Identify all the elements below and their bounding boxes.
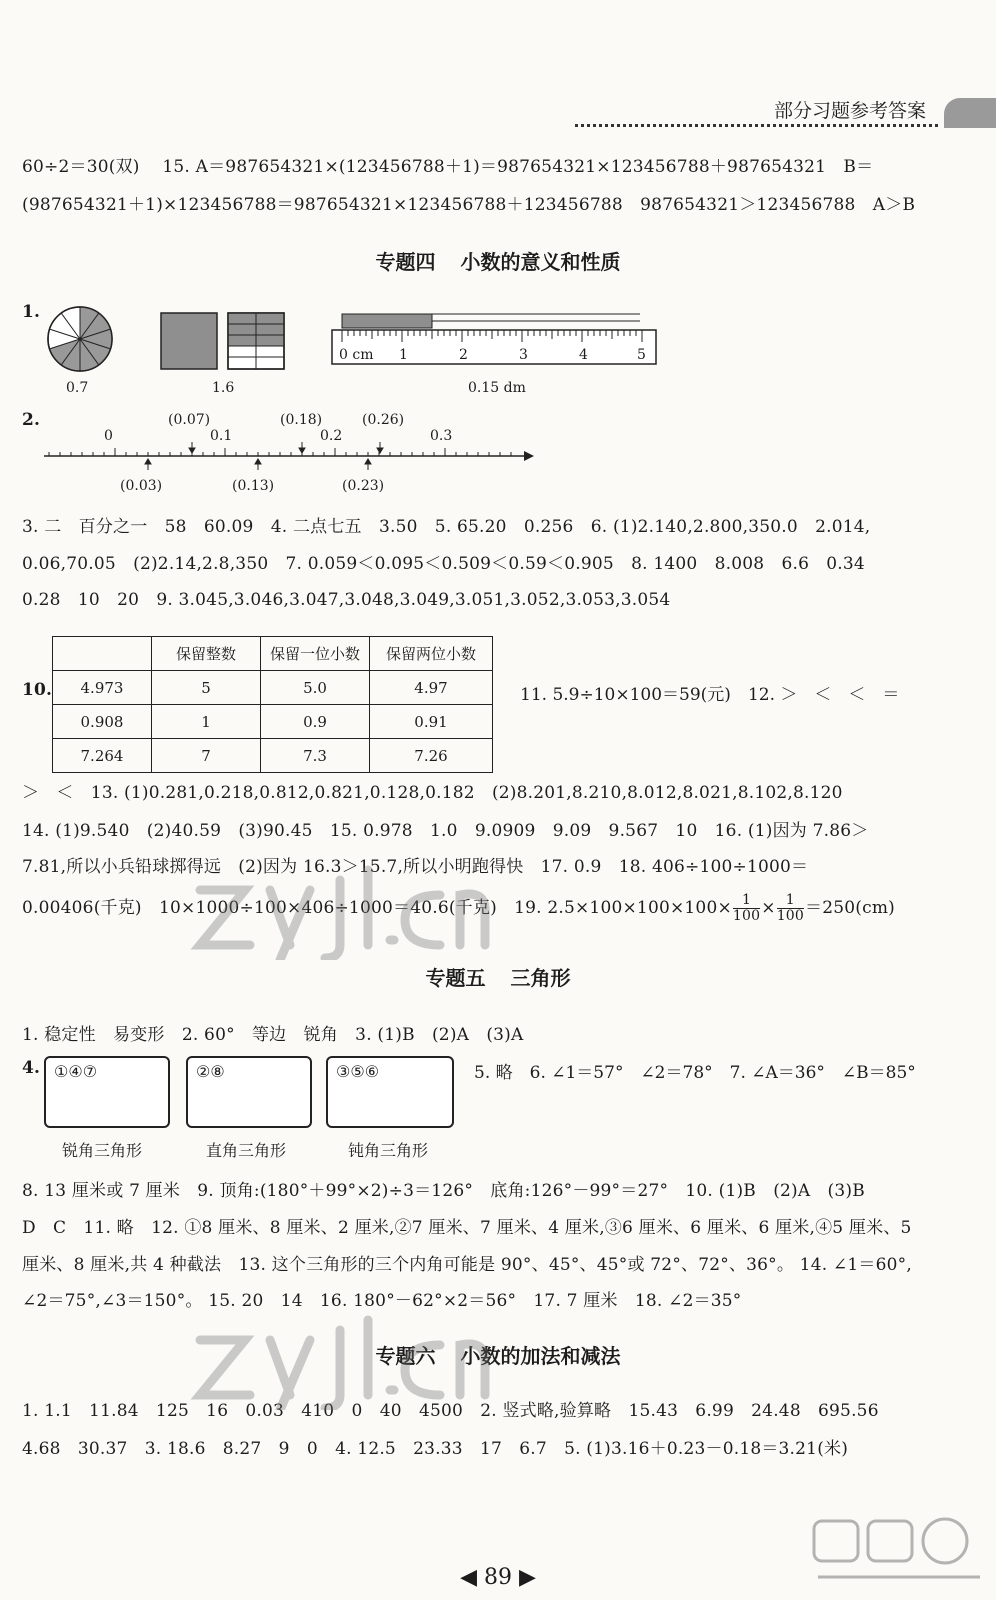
text-line: 1. 稳定性 易变形 2. 60° 等边 锐角 3. (1)B (2)A (3)A bbox=[22, 1025, 524, 1045]
header-tab-decoration bbox=[944, 98, 996, 128]
number-line-label: 0.3 bbox=[430, 428, 453, 444]
text-line: 0.28 10 20 9. 3.045,3.046,3.047,3.048,3.049,3.051,3.052,3.053,3.054 bbox=[22, 590, 671, 610]
fraction-denominator: 100 bbox=[732, 908, 761, 924]
table-header-row bbox=[53, 637, 493, 671]
text-line: D C 11. 略 12. ①8 厘米、8 厘米、2 厘米,②7 厘米、7 厘米、4 厘米,③6 厘米、6 厘米、6 厘米,④5 厘米、5 bbox=[22, 1218, 912, 1238]
table-cell: 7 bbox=[152, 739, 261, 773]
box-label: 钝角三角形 bbox=[348, 1141, 429, 1160]
number-line-label: (0.13) bbox=[232, 478, 275, 494]
fraction-numerator: 1 bbox=[777, 893, 804, 909]
table-cell: 4.97 bbox=[370, 671, 493, 705]
ruler-tick-label: 1 bbox=[399, 347, 408, 363]
table-cell: 0.91 bbox=[370, 705, 493, 739]
ruler-tick-label: 3 bbox=[519, 347, 528, 363]
category-box bbox=[44, 1056, 170, 1128]
table-cell: 7.3 bbox=[261, 739, 370, 773]
figure-label: 1.6 bbox=[212, 380, 235, 396]
section-title: 专题六 小数的加法和减法 bbox=[375, 1344, 621, 1368]
fraction-denominator: 100 bbox=[776, 908, 805, 924]
box-content: ①④⑦ bbox=[54, 1062, 98, 1081]
table-cell: 1 bbox=[152, 705, 261, 739]
figure-label: 0.7 bbox=[66, 380, 89, 396]
number-line-label: (0.23) bbox=[342, 478, 385, 494]
box-content: ③⑤⑥ bbox=[336, 1062, 380, 1081]
number-line-label: (0.18) bbox=[280, 412, 323, 428]
number-line-label: 0.2 bbox=[320, 428, 343, 444]
ruler-tick-label: 0 cm bbox=[339, 347, 374, 363]
text-line: 0.06,70.05 (2)2.14,2.8,350 7. 0.059＜0.095＜0.509＜0.59＜0.905 8. 1400 8.008 6.6 0.34 bbox=[22, 554, 865, 574]
text-line: 8. 13 厘米或 7 厘米 9. 顶角:(180°＋99°×2)÷3＝126° 底角:126°－99°＝27° 10. (1)B (2)A (3)B bbox=[22, 1181, 865, 1201]
text-line: ＞ ＜ 13. (1)0.281,0.218,0.812,0.821,0.128,0.182 (2)8.201,8.210,8.012,8.021,8.102,8.120 bbox=[22, 783, 843, 803]
ruler-tick-label: 4 bbox=[579, 347, 588, 363]
fraction bbox=[777, 893, 804, 924]
formula-text: 0.00406(千克) 10×1000÷100×406÷1000＝40.6(千克) 19. 2.5×100×100×100× bbox=[22, 898, 732, 918]
text-line: 厘米、8 厘米,共 4 种截法 13. 这个三角形的三个内角可能是 90°、45°、45°或 72°、72°、36°。 14. ∠1＝60°, bbox=[22, 1255, 912, 1275]
rounding-table bbox=[52, 636, 493, 773]
number-line-label: (0.03) bbox=[120, 478, 163, 494]
table-cell: 7.26 bbox=[370, 739, 493, 773]
table-cell: 4.973 bbox=[53, 671, 152, 705]
table-cell: 0.908 bbox=[53, 705, 152, 739]
text-line: 3. 二 百分之一 58 60.09 4. 二点七五 3.50 5. 65.20 0.256 6. (1)2.140,2.800,350.0 2.014, bbox=[22, 517, 871, 537]
ruler-tick-label: 5 bbox=[637, 347, 646, 363]
squares-figure bbox=[160, 312, 290, 374]
ruler-figure bbox=[330, 312, 660, 368]
table-row bbox=[53, 705, 493, 739]
table-header-cell: 保留一位小数 bbox=[261, 637, 370, 671]
number-line-label: (0.26) bbox=[362, 412, 405, 428]
ruler-tick-label: 2 bbox=[459, 347, 468, 363]
table-header-cell: 保留整数 bbox=[152, 637, 261, 671]
header-divider bbox=[575, 124, 938, 127]
question-number: 1. bbox=[22, 302, 41, 322]
table-header-cell: 保留两位小数 bbox=[370, 637, 493, 671]
box-label: 直角三角形 bbox=[206, 1141, 287, 1160]
formula-text: ＝250(cm) bbox=[805, 898, 895, 918]
table-cell: 5 bbox=[152, 671, 261, 705]
text-line: 11. 5.9÷10×100＝59(元) 12. ＞ ＜ ＜ ＝ bbox=[520, 685, 900, 705]
table-cell: 5.0 bbox=[261, 671, 370, 705]
table-row bbox=[53, 739, 493, 773]
corner-watermark bbox=[810, 1515, 990, 1595]
times-sign: × bbox=[761, 898, 776, 918]
fraction bbox=[733, 893, 760, 924]
number-line-label: (0.07) bbox=[168, 412, 211, 428]
number-line-label: 0.1 bbox=[210, 428, 233, 444]
table-cell: 7.264 bbox=[53, 739, 152, 773]
text-line: 14. (1)9.540 (2)40.59 (3)90.45 15. 0.978 1.0 9.0909 9.09 9.567 10 16. (1)因为 7.86＞ bbox=[22, 821, 869, 841]
text-line: ∠2＝75°,∠3＝150°。 15. 20 14 16. 180°－62°×2＝56° 17. 7 厘米 18. ∠2＝35° bbox=[22, 1291, 742, 1311]
fraction-numerator: 1 bbox=[733, 893, 760, 909]
category-box bbox=[186, 1056, 312, 1128]
box-label: 锐角三角形 bbox=[62, 1141, 143, 1160]
text-line: 5. 略 6. ∠1＝57° ∠2＝78° 7. ∠A＝36° ∠B＝85° bbox=[474, 1063, 916, 1083]
watermark-logo bbox=[190, 850, 490, 960]
question-number: 4. bbox=[22, 1058, 41, 1078]
category-box bbox=[326, 1056, 454, 1128]
table-row bbox=[53, 671, 493, 705]
table-header-cell bbox=[53, 637, 152, 671]
text-line: 7.81,所以小兵铅球掷得远 (2)因为 16.3＞15.7,所以小明跑得快 17. 0.9 18. 406÷100÷1000＝ bbox=[22, 857, 809, 877]
text-line: 1. 1.1 11.84 125 16 0.03 410 0 40 4500 2. 竖式略,验算略 15.43 6.99 24.48 695.56 bbox=[22, 1401, 879, 1421]
figure-label: 0.15 dm bbox=[468, 380, 526, 396]
text-line: (987654321＋1)×123456788＝987654321×123456788＋123456788 987654321＞123456788 A＞B bbox=[22, 195, 916, 215]
question-number: 10. bbox=[22, 680, 53, 700]
page-number: ◀ 89 ▶ bbox=[460, 1565, 536, 1590]
section-title: 专题四 小数的意义和性质 bbox=[375, 250, 621, 274]
text-line: 4.68 30.37 3. 18.6 8.27 9 0 4. 12.5 23.33 17 6.7 5. (1)3.16＋0.23－0.18＝3.21(米) bbox=[22, 1439, 849, 1459]
table-cell: 0.9 bbox=[261, 705, 370, 739]
watermark-logo bbox=[190, 1300, 490, 1410]
box-content: ②⑧ bbox=[196, 1062, 225, 1081]
text-line: 60÷2＝30(双) 15. A＝987654321×(123456788＋1)＝987654321×123456788＋987654321 B＝ bbox=[22, 157, 874, 177]
pie-figure bbox=[38, 305, 122, 375]
section-title: 专题五 三角形 bbox=[425, 966, 571, 990]
header-title: 部分习题参考答案 bbox=[773, 100, 926, 122]
question-number: 2. bbox=[22, 410, 41, 430]
number-line-label: 0 bbox=[104, 428, 113, 444]
number-line bbox=[40, 440, 540, 480]
